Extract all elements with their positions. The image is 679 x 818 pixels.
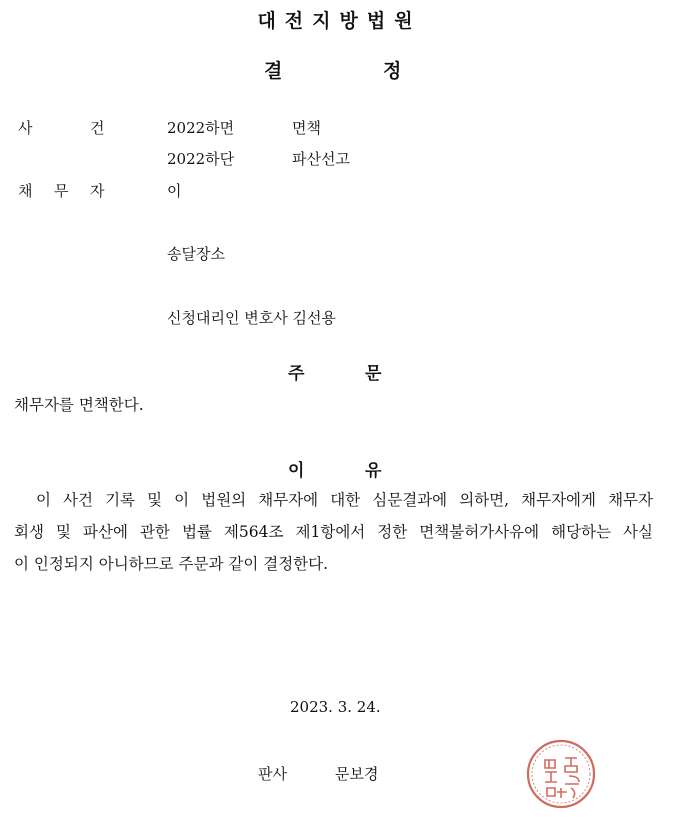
- case-name-1: 면책: [292, 119, 321, 137]
- reason-heading-char-2: 유: [365, 461, 382, 481]
- document-type-char-2: 정: [383, 60, 402, 82]
- case-label-char-2: 건: [90, 119, 105, 137]
- order-heading-char-1: 주: [288, 364, 305, 384]
- order-heading-char-2: 문: [365, 364, 382, 384]
- debtor-name: 이: [167, 182, 182, 200]
- order-text: 채무자를 면책한다.: [14, 396, 144, 414]
- debtor-label-char-3: 자: [90, 182, 105, 200]
- delivery-place-label: 송달장소: [167, 245, 225, 263]
- reason-line-3: 이 인정되지 아니하므로 주문과 같이 결정한다.: [14, 555, 329, 573]
- case-number-2: 2022하단: [167, 150, 235, 168]
- case-name-2: 파산선고: [292, 150, 350, 168]
- reason-line-2: 회생 및 파산에 관한 법률 제564조 제1항에서 정한 면책불허가사유에 해당하는 사실: [14, 523, 653, 541]
- case-label-char-1: 사: [18, 119, 33, 137]
- judge-name: 문보경: [335, 765, 379, 783]
- attorney-line: 신청대리인 변호사 김선용: [167, 309, 336, 327]
- court-name: 대전지방법원: [257, 10, 422, 32]
- judge-title: 판사: [258, 765, 287, 783]
- reason-line-1: 이 사건 기록 및 이 법원의 채무자에 대한 심문결과에 의하면, 채무자에게 채무자: [36, 491, 653, 509]
- debtor-label-char-2: 무: [54, 182, 69, 200]
- case-number-1: 2022하면: [167, 119, 235, 137]
- debtor-label-char-1: 채: [18, 182, 33, 200]
- court-seal-icon: [525, 738, 597, 810]
- reason-heading-char-1: 이: [288, 461, 305, 481]
- document-type-char-1: 결: [264, 60, 283, 82]
- decision-date: 2023. 3. 24.: [290, 698, 381, 716]
